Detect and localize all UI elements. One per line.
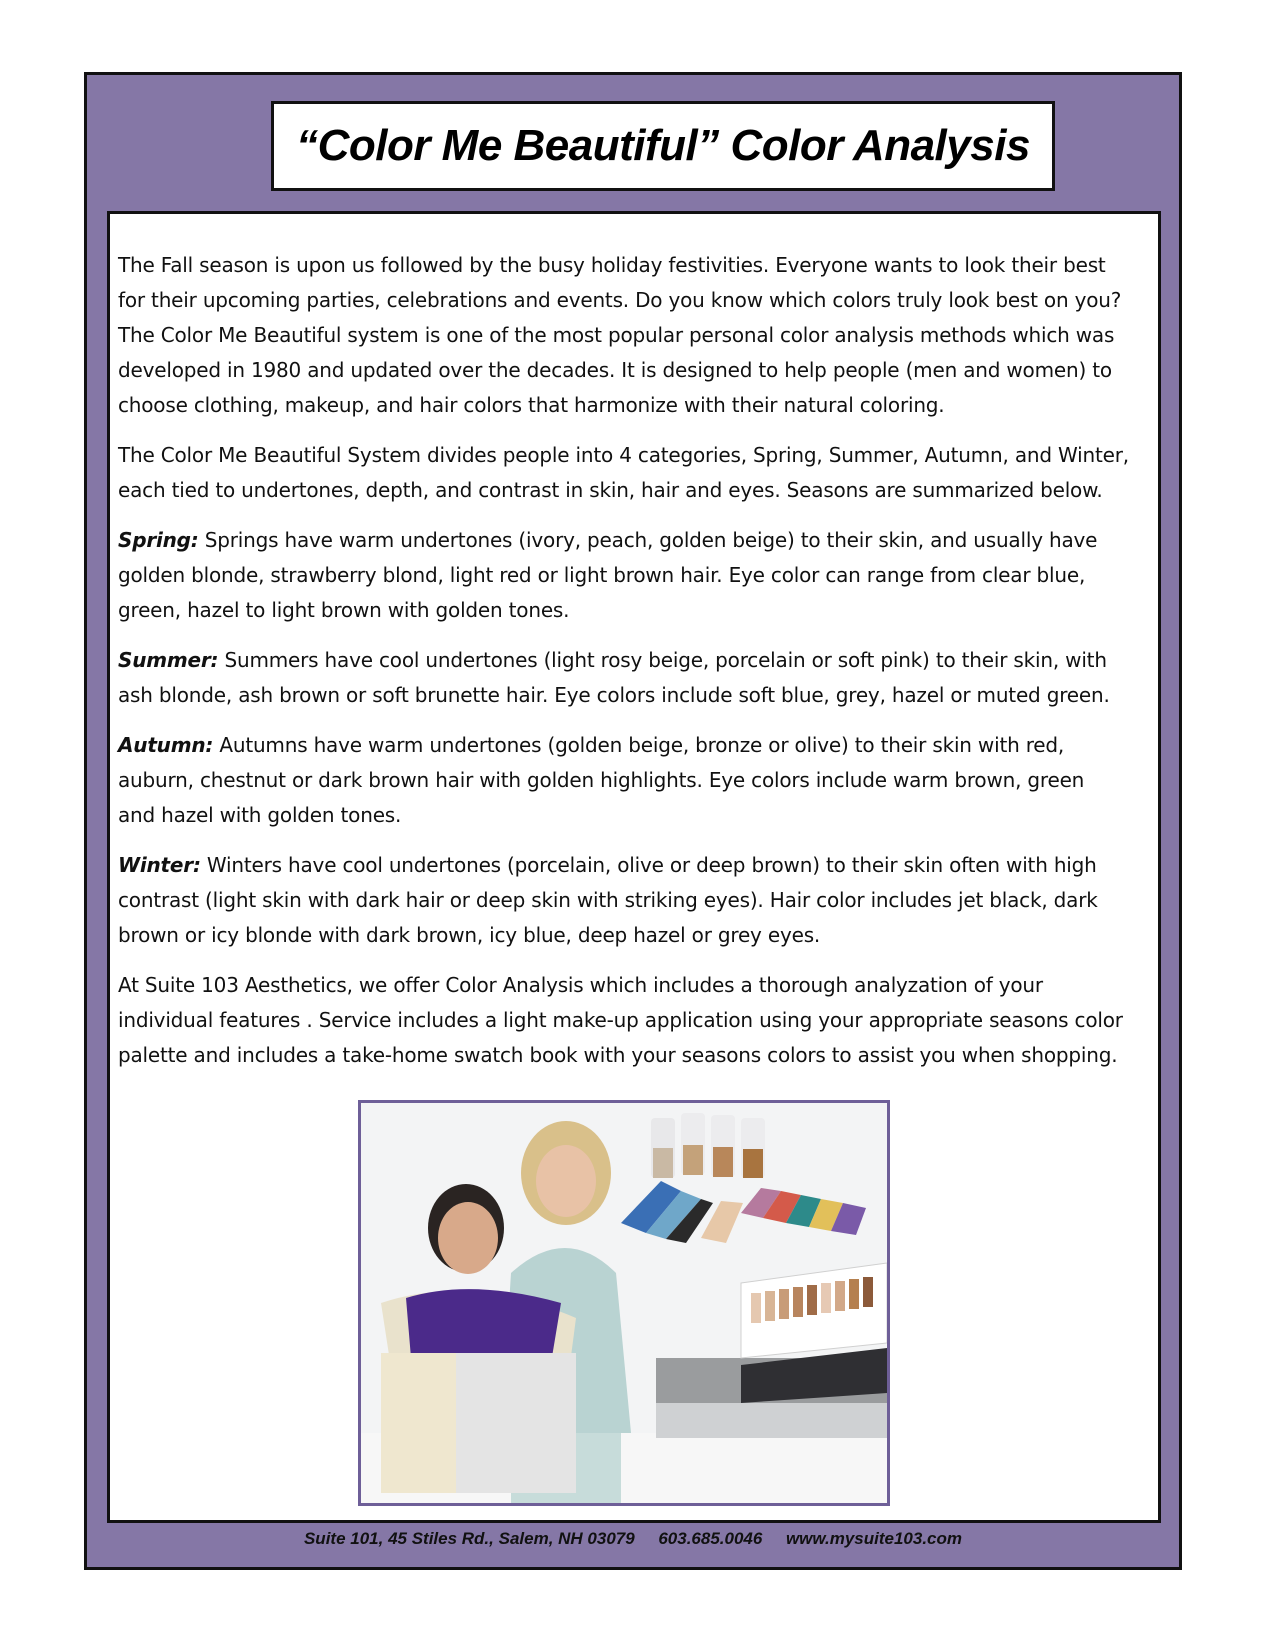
makeup-display	[741, 1263, 887, 1403]
season-description: Winters have cool undertones (porcelain, olive or deep brown) to their skin often with high contrast (light skin with dark hair or deep skin with striking eyes). Hair color includes jet black, dark brown or icy blonde with dark brown, icy blue, deep hazel or grey eyes.	[118, 853, 1098, 947]
season-autumn	[118, 728, 1150, 833]
page-title: “Color Me Beautiful” Color Analysis	[296, 121, 1030, 170]
page-frame	[84, 72, 1182, 1570]
season-description: Springs have warm undertones (ivory, peach, golden beige) to their skin, and usually have golden blonde, strawberry blond, light red or light brown hair. Eye color can range from clear blue, green, hazel to light brown with golden tones.	[118, 528, 1098, 622]
salon-photo-illustration	[361, 1103, 887, 1503]
season-description: Summers have cool undertones (light rosy beige, porcelain or soft pink) to their skin, with ash blonde, ash brown or soft brunette hair. Eye colors include soft blue, grey, hazel or muted green.	[118, 648, 1110, 707]
footer-website[interactable]: www.mysuite103.com	[785, 1529, 963, 1548]
intro-paragraph: The Fall season is upon us followed by the busy holiday festivities. Everyone wants to look their best for their upcoming parties, celebrations and events. Do you know which colors truly look best on you? The Color Me Beautiful system is one of the most popular personal color analysis methods which was developed in 1980 and updated over the decades. It is designed to help people (men and women) to choose clothing, makeup, and hair colors that harmonize with their natural coloring.	[118, 253, 1122, 417]
season-description: Autumns have warm undertones (golden beige, bronze or olive) to their skin with red, auburn, chestnut or dark brown hair with golden highlights. Eye colors include warm brown, green and hazel with golden tones.	[118, 733, 1085, 827]
footer-address: Suite 101, 45 Stiles Rd., Salem, NH 03079	[303, 1529, 635, 1548]
season-name: Autumn:	[118, 733, 214, 757]
footer-phone[interactable]: 603.685.0046	[658, 1529, 763, 1548]
season-name: Spring:	[118, 528, 199, 552]
content-panel	[107, 211, 1161, 1523]
intro-paragraph: The Color Me Beautiful System divides people into 4 categories, Spring, Summer, Autumn, and Winter, each tied to undertones, depth, and contrast in skin, hair and eyes. Seasons are summarized below.	[118, 443, 1129, 502]
season-spring	[118, 523, 1150, 628]
season-summer	[118, 643, 1150, 713]
season-name: Summer:	[118, 648, 219, 672]
salon-photo	[358, 1100, 890, 1506]
contact-footer	[87, 1529, 1179, 1549]
season-name: Winter:	[118, 853, 201, 877]
season-winter	[118, 848, 1150, 953]
title-box	[271, 101, 1055, 191]
closing-paragraph: At Suite 103 Aesthetics, we offer Color Analysis which includes a thorough analyzation of your individual features . Service includes a light make-up application using your appropriate seasons color palette and includes a take-home swatch book with your seasons colors to assist you when shopping.	[118, 973, 1123, 1067]
